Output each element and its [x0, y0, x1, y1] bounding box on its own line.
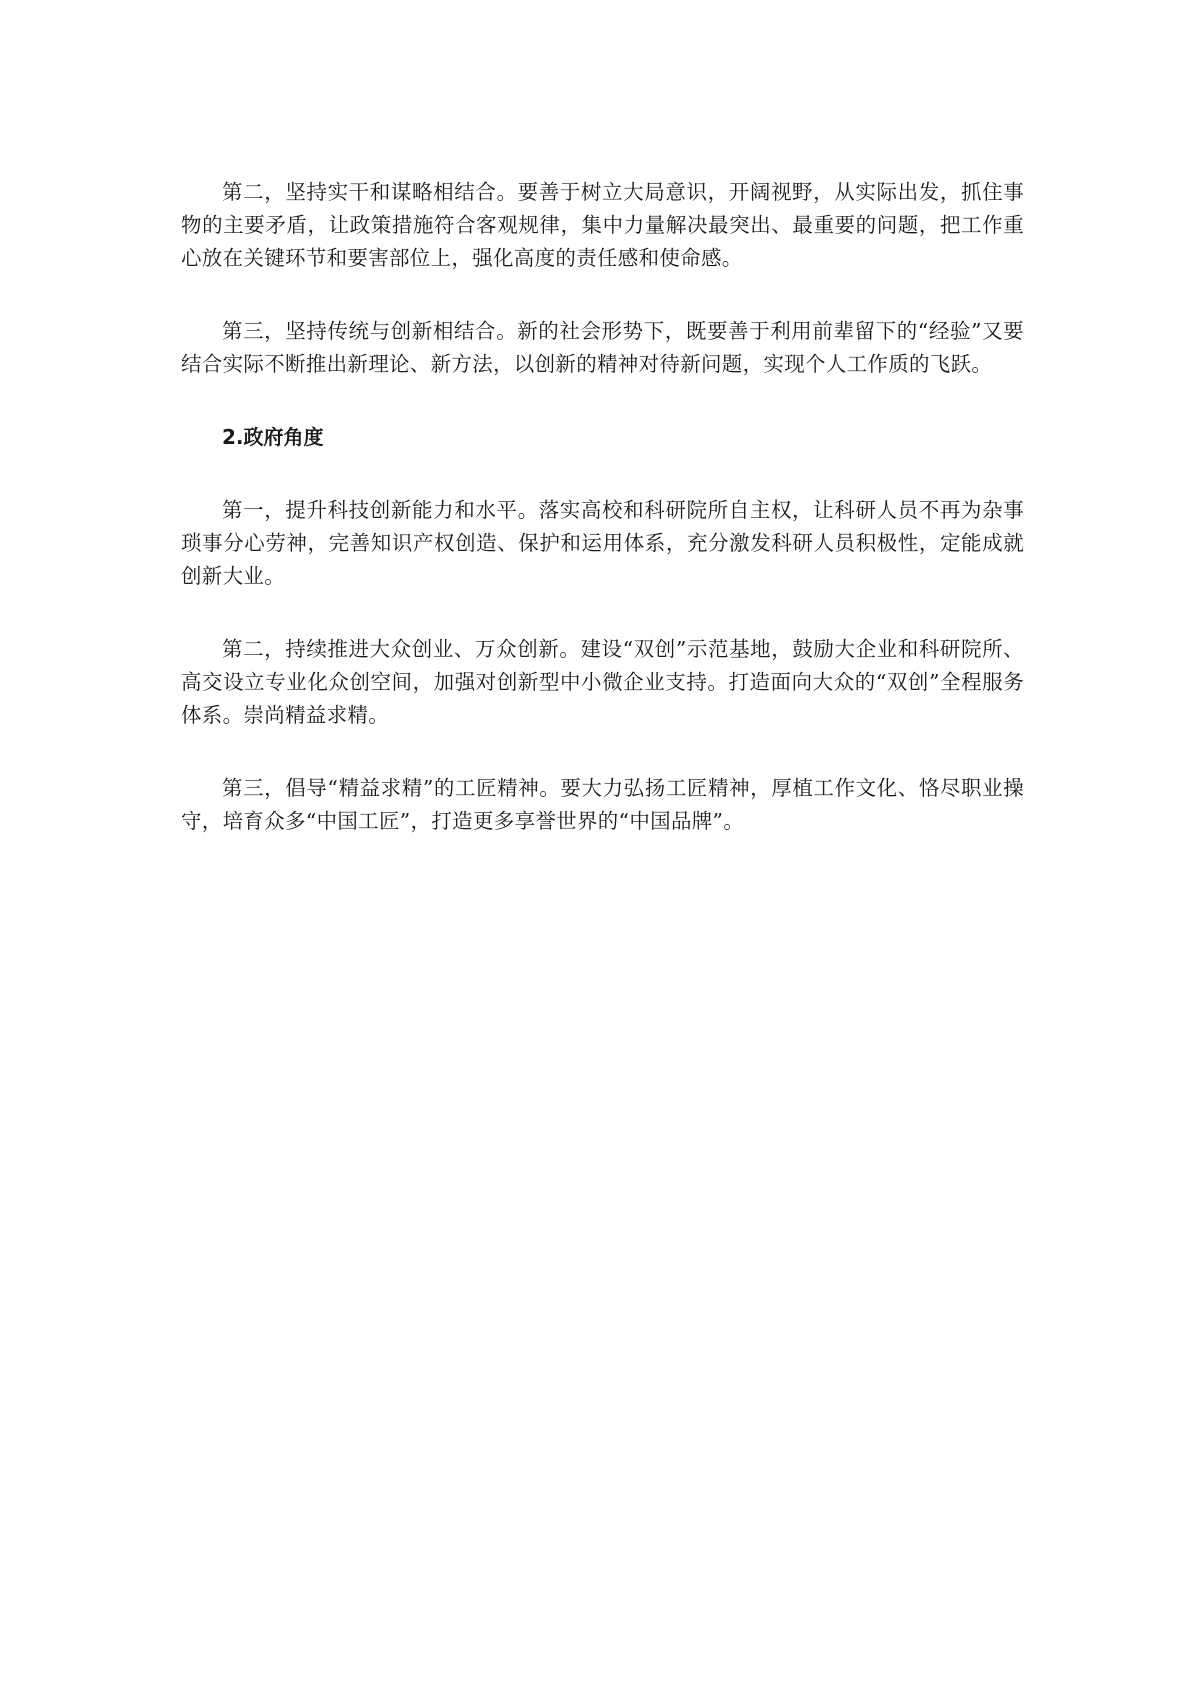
paragraph-third-craftsman-spirit: 第三，倡导“精益求精”的工匠精神。要大力弘扬工匠精神，厚植工作文化、恪尽职业操守，培育众多“中国工匠”，打造更多享誉世界的“中国品牌”。 — [181, 776, 1024, 833]
paragraph-second-practice-strategy: 第二，坚持实干和谋略相结合。要善于树立大局意识，开阔视野，从实际出发，抓住事物的主要矛盾，让政策措施符合客观规律，集中力量解决最突出、最重要的问题，把工作重心放在关键环节和要害部位上，强化高度的责任感和使命感。 — [181, 180, 1024, 270]
paragraph-second-mass-entrepreneurship: 第二，持续推进大众创业、万众创新。建设“双创”示范基地，鼓励大企业和科研院所、高交设立专业化众创空间，加强对创新型中小微企业支持。打造面向大众的“双创”全程服务体系。崇尚精益求精。 — [181, 637, 1024, 727]
section-heading-government: 2.政府角度 — [222, 425, 324, 449]
document-body — [181, 176, 1024, 878]
paragraph-third-tradition-innovation: 第三，坚持传统与创新相结合。新的社会形势下，既要善于利用前辈留下的“经验”又要结合实际不断推出新理论、新方法，以创新的精神对待新问题，实现个人工作质的飞跃。 — [181, 319, 1024, 376]
paragraph-first-tech-innovation: 第一，提升科技创新能力和水平。落实高校和科研院所自主权，让科研人员不再为杂事琐事分心劳神，完善知识产权创造、保护和运用体系，充分激发科研人员积极性，定能成就创新大业。 — [181, 498, 1024, 588]
